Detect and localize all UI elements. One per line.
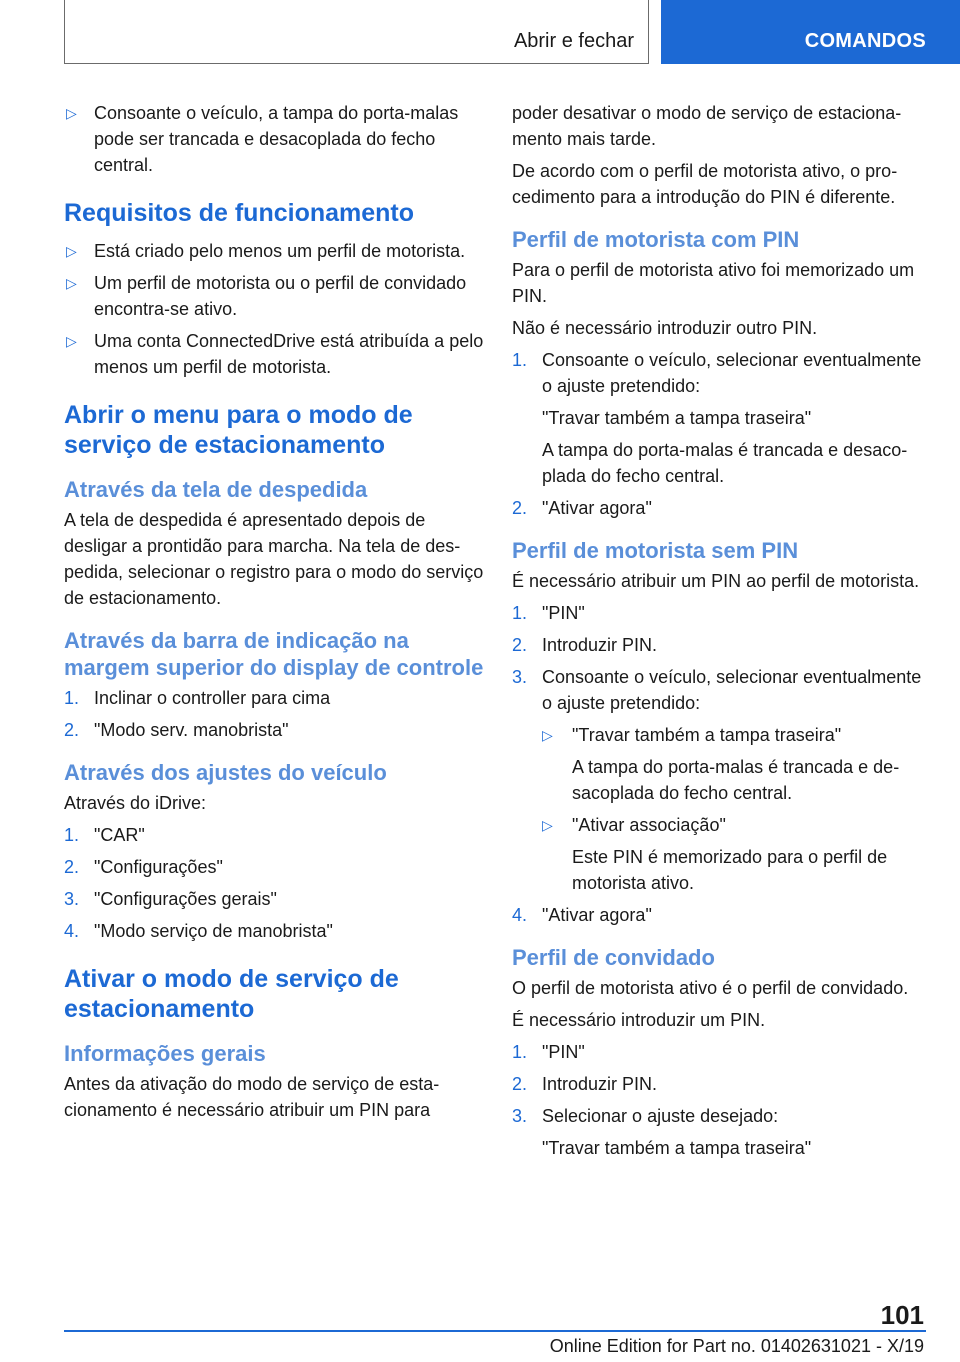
heading-perfil-convidado: Perfil de convidado: [512, 945, 715, 970]
convidado-steps: [512, 1039, 932, 1161]
edition-text: Online Edition for Part no. 01402631021 - X/19: [549, 1336, 924, 1356]
paragraph-ajustes: Através do iDrive:: [64, 793, 207, 813]
list-item: 3. Selecionar o ajuste desejado: "Travar também a tampa traseira": [512, 1103, 932, 1161]
option-description: Este PIN é memorizado para o perfil de motorista ativo.: [572, 847, 888, 893]
step-number: 2.: [64, 857, 80, 877]
list-item: 2. Introduzir PIN.: [512, 632, 932, 658]
list-item: 3. "Configurações gerais": [64, 886, 484, 912]
page-number: 101: [880, 1300, 924, 1330]
option-description: A tampa do porta-malas é trancada e desacoplada do fecho central.: [572, 757, 900, 803]
list-item: 4. "Ativar agora": [512, 902, 932, 928]
option-label: "Travar também a tampa traseira": [542, 1138, 812, 1158]
step-number: 1.: [512, 603, 528, 623]
ajustes-steps: [64, 822, 484, 944]
heading-ativar-modo: Ativar o modo de serviço de estacionamento: [64, 965, 399, 1023]
bullet-triangle-icon: ▷: [66, 105, 77, 121]
step-number: 4.: [64, 921, 80, 941]
header-chapter-box: [64, 0, 649, 64]
list-item: ▷ Consoante o veículo, a tampa do porta-malas pode ser trancada e desacoplada do fecho central.: [64, 100, 484, 178]
heading-requisitos: Requisitos de funcionamento: [64, 199, 415, 227]
bullet-triangle-icon: ▷: [542, 817, 553, 833]
heading-perfil-sem-pin: Perfil de motorista sem PIN: [512, 538, 799, 563]
step-number: 2.: [512, 1074, 528, 1094]
list-item: 2. "Configurações": [64, 854, 484, 880]
paragraph-conv-2: É necessário introduzir um PIN.: [512, 1010, 766, 1030]
step-number: 2.: [512, 635, 528, 655]
step-number: 2.: [512, 498, 528, 518]
barra-steps: [64, 685, 484, 743]
paragraph-info: Antes da ativação do modo de serviço de estacionamento é necessário atribuir um PIN para: [64, 1074, 440, 1120]
list-item: 1. "CAR": [64, 822, 484, 848]
heading-informacoes-gerais: Informações gerais: [64, 1041, 266, 1066]
step-number: 1.: [512, 350, 528, 370]
step-number: 1.: [512, 1042, 528, 1062]
list-item: ▷ "Travar também a tampa traseira" A tampa do porta-malas é trancada e desacoplada do fecho central.: [542, 722, 932, 806]
footer-divider: [64, 1330, 926, 1332]
list-item: 3. Consoante o veículo, selecionar eventualmente o ajuste pretendido: ▷ "Travar também a tampa traseira" A tampa do porta-malas é trancada e desacoplada do fecho central. ▷ "Ativar associação" Este PIN é memorizado para o perfil de motorista ativo.: [512, 664, 932, 896]
bullet-triangle-icon: ▷: [542, 727, 553, 743]
list-item: ▷ Um perfil de motorista ou o perfil de convidado encontra-se ativo.: [64, 270, 484, 322]
option-description: A tampa do porta-malas é trancada e desacoplada do fecho central.: [542, 440, 908, 486]
heading-barra-indicacao: Através da barra de indicação na margem superior do display de controle: [64, 628, 484, 680]
section-title: COMANDOS: [804, 30, 926, 52]
left-column: [64, 100, 484, 1129]
heading-abrir-menu: Abrir o menu para o modo de serviço de estacionamento: [64, 401, 413, 459]
list-item: ▷ Está criado pelo menos um perfil de motorista.: [64, 238, 484, 264]
paragraph-conv-1: O perfil de motorista ativo é o perfil de convidado.: [512, 978, 909, 998]
list-item: 1. Consoante o veículo, selecionar eventualmente o ajuste pretendido: "Travar também a tampa traseira" A tampa do porta-malas é trancada e desacoplada do fecho central.: [512, 347, 932, 489]
list-item: ▷ "Ativar associação" Este PIN é memorizado para o perfil de motorista ativo.: [542, 812, 932, 896]
step-number: 1.: [64, 688, 80, 708]
com-pin-steps: [512, 347, 932, 521]
list-item: 2. "Modo serv. manobrista": [64, 717, 484, 743]
list-item: 1. "PIN": [512, 1039, 932, 1065]
right-column: [512, 100, 932, 1167]
paragraph-acordo: De acordo com o perfil de motorista ativo, o procedimento para a introdução do PIN é diferente.: [512, 161, 898, 207]
bullet-triangle-icon: ▷: [66, 275, 77, 291]
step-number: 4.: [512, 905, 528, 925]
step-number: 1.: [64, 825, 80, 845]
list-item: 4. "Modo serviço de manobrista": [64, 918, 484, 944]
list-item: 1. Inclinar o controller para cima: [64, 685, 484, 711]
paragraph-com-2: Não é necessário introduzir outro PIN.: [512, 318, 818, 338]
list-item: 2. Introduzir PIN.: [512, 1071, 932, 1097]
step-number: 3.: [512, 667, 528, 687]
bullet-triangle-icon: ▷: [66, 243, 77, 259]
sem-options: [542, 722, 932, 896]
list-item: 1. "PIN": [512, 600, 932, 626]
step-number: 3.: [64, 889, 80, 909]
header-section-box: [661, 0, 960, 64]
paragraph-com-1: Para o perfil de motorista ativo foi memorizado um PIN.: [512, 260, 915, 306]
step-number: 3.: [512, 1106, 528, 1126]
list-item: 2. "Ativar agora": [512, 495, 932, 521]
heading-ajustes-veiculo: Através dos ajustes do veículo: [64, 760, 387, 785]
step-number: 2.: [64, 720, 80, 740]
list-item: ▷ Uma conta ConnectedDrive está atribuída a pelo menos um perfil de motorista.: [64, 328, 484, 380]
heading-tela-despedida: Através da tela de despedida: [64, 477, 368, 502]
option-label: "Travar também a tampa traseira": [542, 408, 812, 428]
intro-list: [64, 100, 484, 178]
paragraph-continuation: poder desativar o modo de serviço de estacionamento mais tarde.: [512, 103, 902, 149]
heading-perfil-com-pin: Perfil de motorista com PIN: [512, 227, 800, 252]
chapter-title: Abrir e fechar: [513, 30, 634, 52]
paragraph-tela: A tela de despedida é apresentado depois de desligar a prontidão para marcha. Na tela de despedida, selecionar o registro para o modo do serviço de estacionamento.: [64, 510, 484, 608]
paragraph-sem: É necessário atribuir um PIN ao perfil de motorista.: [512, 571, 920, 591]
sem-pin-steps: [512, 600, 932, 928]
requisitos-list: [64, 238, 484, 380]
bullet-triangle-icon: ▷: [66, 333, 77, 349]
